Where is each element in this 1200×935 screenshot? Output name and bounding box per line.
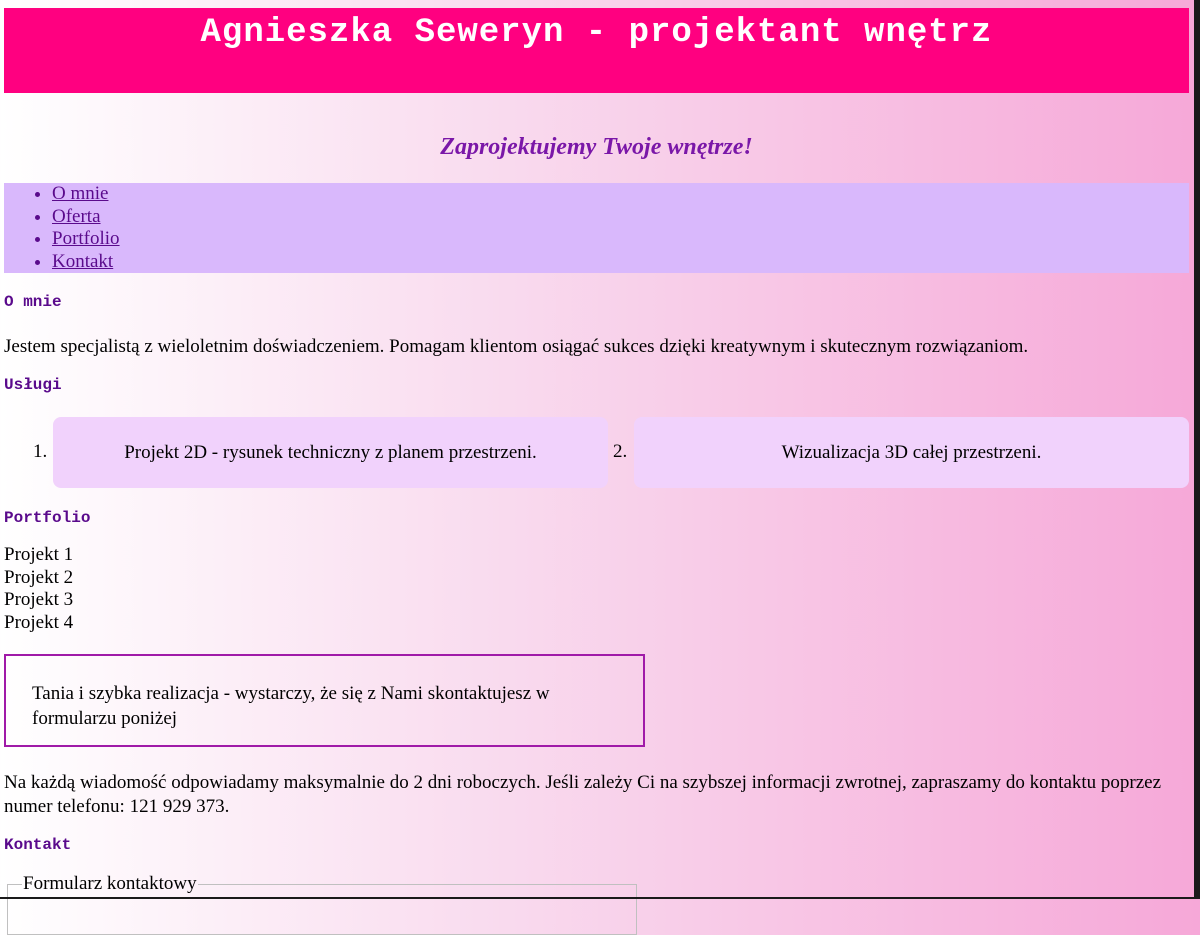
nav-item-portfolio xyxy=(52,228,1189,251)
tagline: Zaprojektujemy Twoje wnętrze! xyxy=(440,134,753,160)
nav-link-kontakt[interactable]: Kontakt xyxy=(52,250,114,272)
about-text: Jestem specjalistą z wieloletnim doświadczeniem. Pomagam klientom osiągać sukces dzięki kreatywnym i skutecznym rozwiązaniom. xyxy=(4,336,1029,357)
contact-form-legend: Formularz kontaktowy xyxy=(23,873,197,894)
portfolio-item: Projekt 2 xyxy=(4,566,74,588)
service-number-1: 1. xyxy=(33,441,48,462)
contact-heading: Kontakt xyxy=(4,836,72,854)
contact-form xyxy=(7,873,637,935)
portfolio-heading: Portfolio xyxy=(4,509,91,527)
info-text: Na każdą wiadomość odpowiadamy maksymalnie do 2 dni roboczych. Jeśli zależy Ci na szybszej informacji zwrotnej, zapraszamy do kontaktu poprzez numer telefonu: 121 929 373. xyxy=(4,772,1162,817)
services-heading: Usługi xyxy=(4,376,62,394)
main-nav xyxy=(4,183,1189,273)
nav-link-o-mnie[interactable]: O mnie xyxy=(52,183,109,204)
promo-box xyxy=(4,654,645,747)
nav-item-oferta xyxy=(52,206,1189,229)
service-card-2 xyxy=(634,417,1189,488)
nav-link-portfolio[interactable]: Portfolio xyxy=(52,228,120,249)
portfolio-item: Projekt 1 xyxy=(4,544,74,565)
service-text-1: Projekt 2D - rysunek techniczny z planem przestrzeni. xyxy=(124,441,537,463)
portfolio-item: Projekt 4 xyxy=(4,611,74,633)
service-number-2: 2. xyxy=(613,441,628,462)
site-header xyxy=(4,8,1189,93)
promo-text: Tania i szybka realizacja - wystarczy, że się z Nami skontaktujesz w formularzu poniżej xyxy=(32,683,550,729)
nav-list xyxy=(4,183,1189,273)
service-card-1 xyxy=(53,417,608,488)
site-title: Agnieszka Seweryn - projektant wnętrz xyxy=(200,14,993,52)
service-text-2: Wizualizacja 3D całej przestrzeni. xyxy=(781,441,1042,463)
nav-item-kontakt xyxy=(52,251,1189,274)
nav-item-o-mnie xyxy=(52,183,1189,206)
portfolio-list xyxy=(4,544,73,634)
portfolio-item: Projekt 3 xyxy=(4,589,74,610)
about-heading: O mnie xyxy=(4,293,62,311)
nav-link-oferta[interactable]: Oferta xyxy=(52,205,101,227)
window-edge-right xyxy=(1194,0,1200,899)
